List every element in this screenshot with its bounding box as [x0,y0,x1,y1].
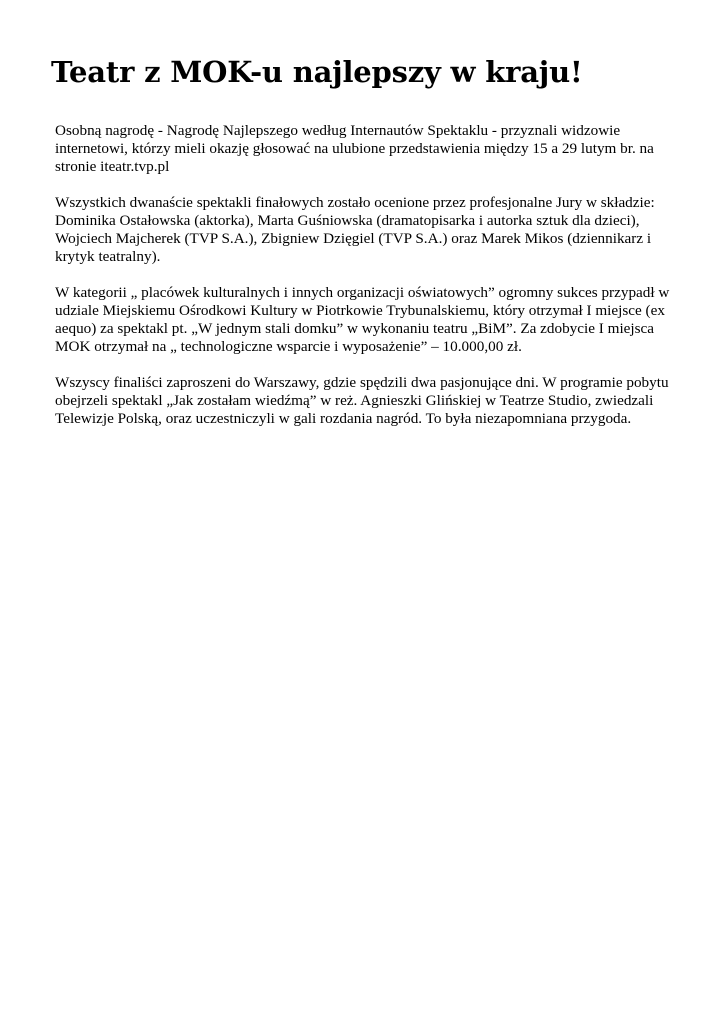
paragraph-jury [55,194,670,266]
text-line: Dominika Ostałowska (aktorka), Marta Guśniowska (dramatopisarka i autorka sztuk dla dzieci), [55,212,640,229]
text-line: internetowi, którzy mieli okazję głosować na ulubione przedstawienia między 15 a 29 lutym br. na [55,140,654,157]
text-line: Telewizje Polską, oraz uczestniczyli w gali rozdania nagród. To była niezapomniana przygoda. [55,410,632,427]
text-line: stronie iteatr.tvp.pl [55,158,170,175]
paragraph-category-win [55,284,670,356]
article-body [55,122,670,446]
paragraph-warsaw-trip [55,374,670,428]
text-line: Osobną nagrodę - Nagrodę Najlepszego według Internautów Spektaklu - przyznali widzowie [55,122,621,139]
text-line: krytyk teatralny). [55,248,161,265]
text-line: aequo) za spektakl pt. „W jednym stali domku” w wykonaniu teatru „BiM”. Za zdobycie I miejsca [55,320,655,337]
paragraph-online-award [55,122,670,176]
text-line: Wszyscy finaliści zaproszeni do Warszawy, gdzie spędzili dwa pasjonujące dni. W programie pobytu [55,374,669,391]
text-line: obejrzeli spektakl „Jak zostałam wiedźmą” w reż. Agnieszki Glińskiej w Teatrze Studio, zwiedzali [55,392,654,409]
text-line: udziale Miejskiemu Ośrodkowi Kultury w Piotrkowie Trybunalskiemu, który otrzymał I miejsce (ex [55,302,665,319]
article-title: Teatr z MOK-u najlepszy w kraju! [51,55,583,89]
text-line: MOK otrzymał na „ technologiczne wsparcie i wyposażenie” – 10.000,00 zł. [55,338,522,355]
text-line: W kategorii „ placówek kulturalnych i innych organizacji oświatowych” ogromny sukces przypadł w [55,284,670,301]
text-line: Wszystkich dwanaście spektakli finałowych zostało ocenione przez profesjonalne Jury w składzie: [55,194,655,211]
text-line: Wojciech Majcherek (TVP S.A.), Zbigniew Dzięgiel (TVP S.A.) oraz Marek Mikos (dziennikarz i [55,230,652,247]
